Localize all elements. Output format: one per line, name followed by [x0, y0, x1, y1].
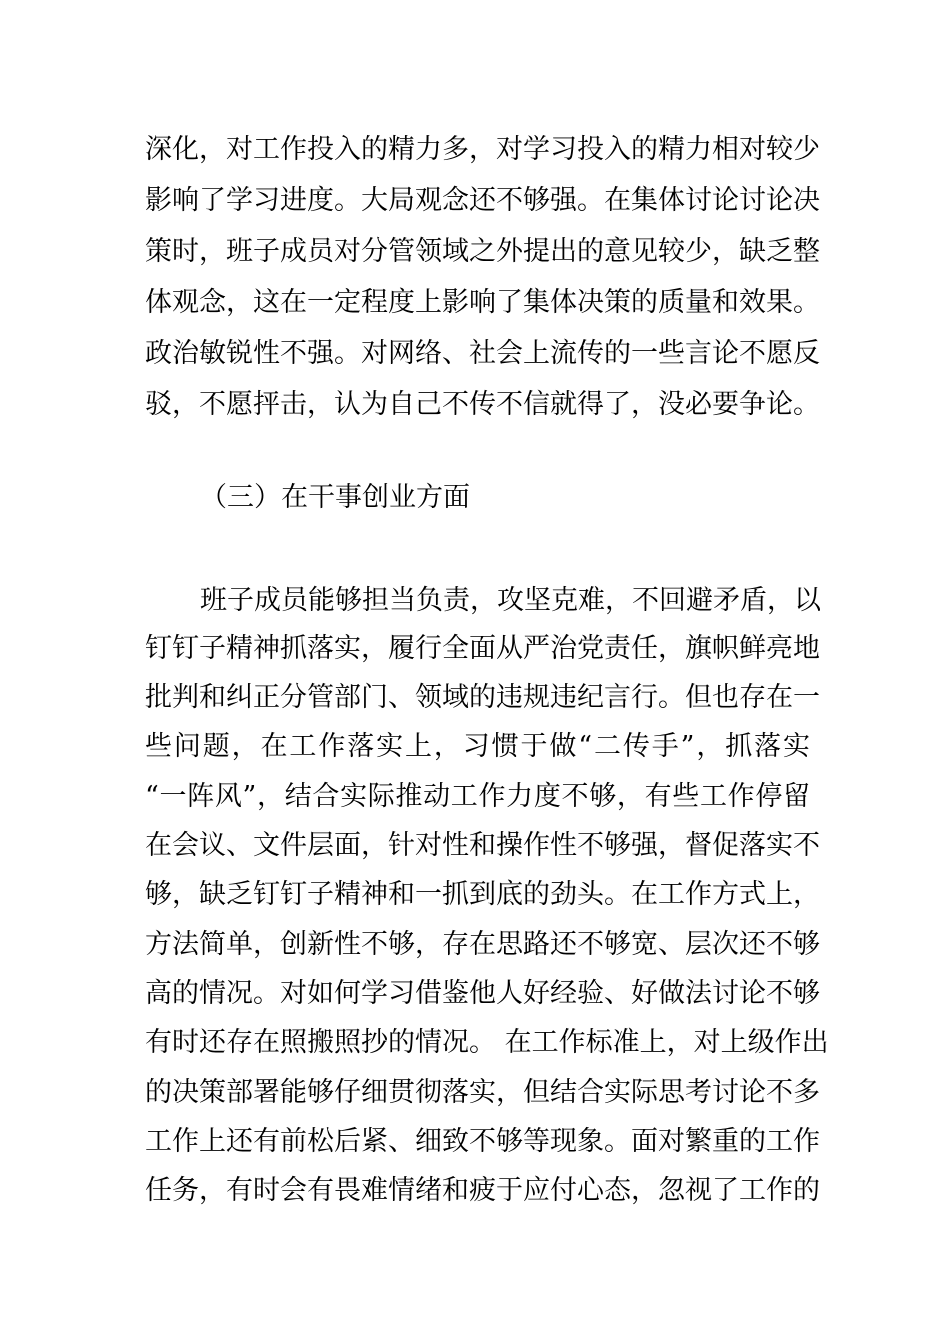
paragraph-line: 策时，班子成员对分管领域之外提出的意见较少，缺乏整: [145, 236, 820, 267]
paragraph-line: 高的情况。对如何学习借鉴他人好经验、好做法讨论不够: [145, 978, 820, 1009]
paragraph-line: 在会议、文件层面，针对性和操作性不够强，督促落实不: [145, 830, 820, 861]
paragraph-line: 够，缺乏钉钉子精神和一抓到底的劲头。在工作方式上，: [145, 879, 820, 910]
section-heading: （三）在干事创业方面: [200, 482, 470, 513]
paragraph-line: 影响了学习进度。大局观念还不够强。在集体讨论讨论决: [145, 185, 820, 216]
paragraph-line: 有时还存在照搬照抄的情况。 在工作标准上，对上级作出: [145, 1027, 829, 1058]
paragraph-line: 深化，对工作投入的精力多，对学习投入的精力相对较少: [145, 134, 820, 165]
paragraph-line: “一阵风”，结合实际推动工作力度不够，有些工作停留: [145, 781, 810, 812]
paragraph-line: 班子成员能够担当负责，攻坚克难，不回避矛盾，以: [200, 585, 821, 616]
paragraph-line: 的决策部署能够仔细贯彻落实，但结合实际思考讨论不多: [145, 1077, 820, 1108]
paragraph-line: 方法简单，创新性不够，存在思路还不够宽、层次还不够: [145, 929, 820, 960]
paragraph-line: 工作上还有前松后紧、细致不够等现象。面对繁重的工作: [145, 1126, 820, 1157]
paragraph-line: 批判和纠正分管部门、领域的违规违纪言行。但也存在一: [145, 682, 820, 713]
paragraph-line: 任务，有时会有畏难情绪和疲于应付心态，忽视了工作的: [145, 1175, 820, 1206]
paragraph-line: 驳，不愿抨击，认为自己不传不信就得了，没必要争论。: [145, 389, 820, 420]
paragraph-line: 些问题，在工作落实上，习惯于做“二传手”，抓落实: [145, 731, 810, 762]
paragraph-line: 政治敏锐性不强。对网络、社会上流传的一些言论不愿反: [145, 338, 820, 369]
paragraph-line: 钉钉子精神抓落实，履行全面从严治党责任，旗帜鲜亮地: [145, 633, 820, 664]
paragraph-line: 体观念，这在一定程度上影响了集体决策的质量和效果。: [145, 287, 820, 318]
